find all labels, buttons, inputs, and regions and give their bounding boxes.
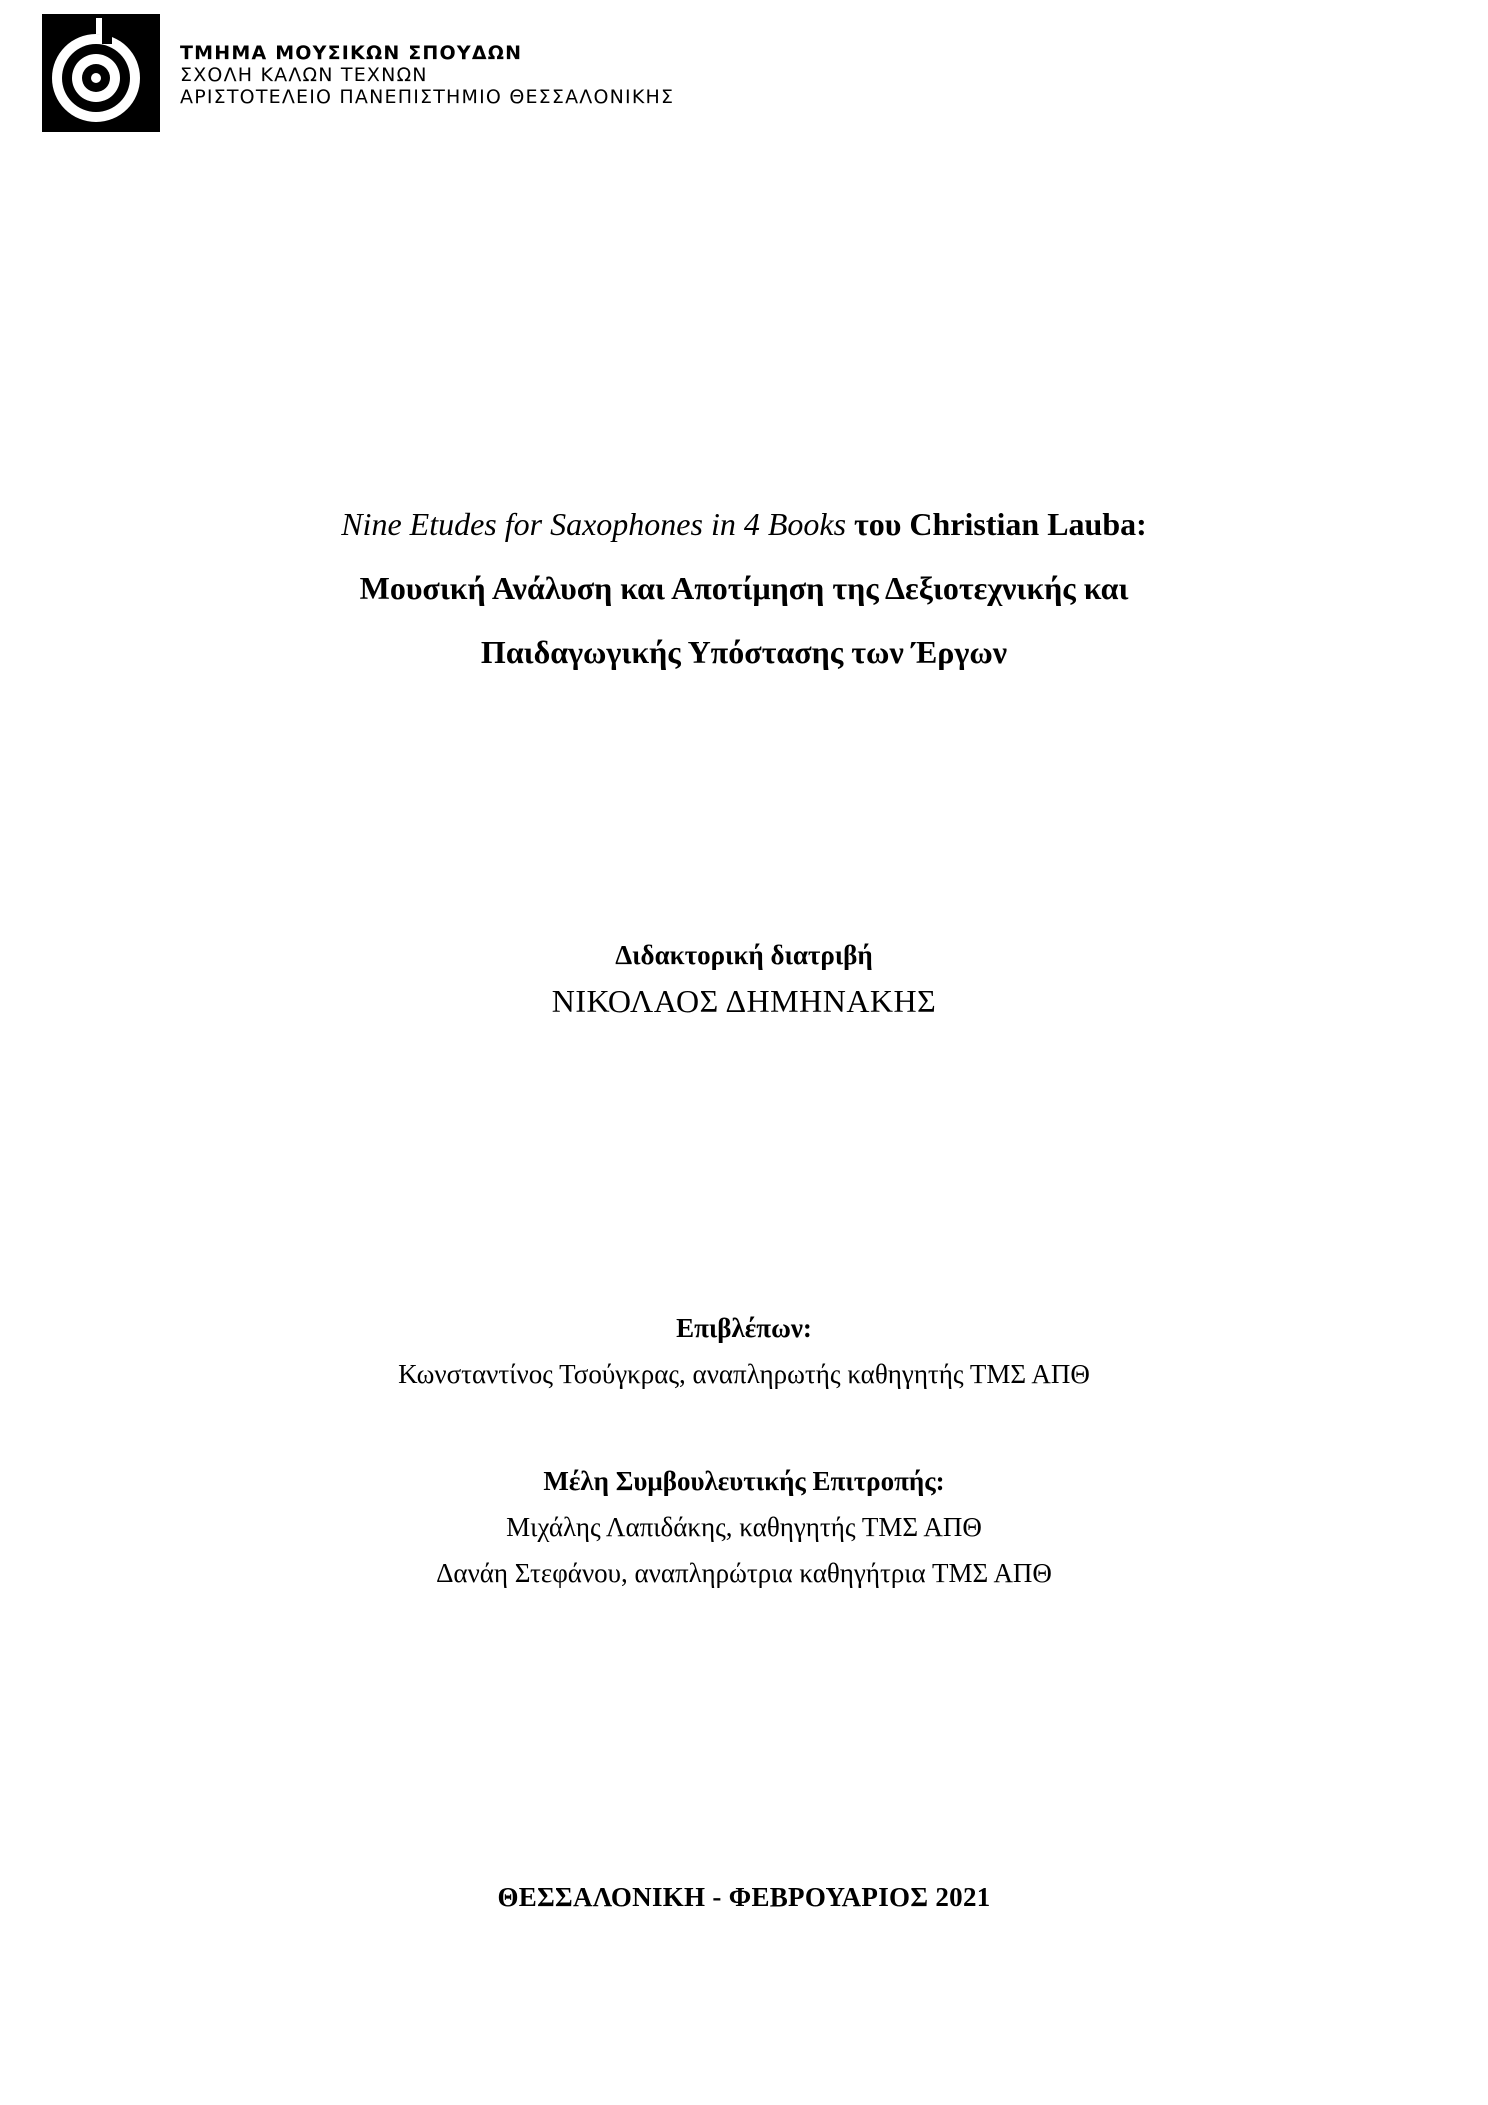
committee-member: Δανάη Στεφάνου, αναπληρώτρια καθηγήτρια ΤΜΣ ΑΠΘ	[436, 1558, 1052, 1588]
dissertation-info	[0, 935, 1488, 1027]
dissertation-kind: Διδακτορική διατριβή	[615, 940, 873, 970]
title-line-2: Μουσική Ανάλυση και Αποτίμηση της Δεξιοτεχνικής και	[359, 570, 1129, 606]
author-name: ΝΙΚΟΛΑΟΣ ΔΗΜΗΝΑΚΗΣ	[551, 983, 937, 1019]
place-date: ΘΕΣΣΑΛΟΝΙΚΗ - ΦΕΒΡΟΥΑΡΙΟΣ 2021	[497, 1882, 991, 1912]
title-line-3: Παιδαγωγικής Υπόστασης των Έργων	[480, 634, 1008, 670]
school-name: ΣΧΟΛΗ ΚΑΛΩΝ ΤΕΧΝΩΝ	[180, 64, 428, 86]
committee-section	[0, 1458, 1488, 1596]
department-logo-icon	[42, 14, 160, 132]
title-line-1-rest: του Christian Lauba:	[846, 506, 1147, 542]
title-line-1	[0, 492, 1488, 556]
institution-header	[42, 14, 674, 132]
thesis-title	[0, 492, 1488, 684]
committee-member: Μιχάλης Λαπιδάκης, καθηγητής ΤΜΣ ΑΠΘ	[506, 1512, 982, 1542]
supervisor-label: Επιβλέπων:	[676, 1313, 812, 1343]
work-title: Nine Etudes for Saxophones in 4 Books	[341, 506, 847, 542]
supervisor-name: Κωνσταντίνος Τσούγκρας, αναπληρωτής καθηγητής ΤΜΣ ΑΠΘ	[398, 1359, 1090, 1389]
supervisor-section	[0, 1305, 1488, 1397]
department-name: ΤΜΗΜΑ ΜΟΥΣΙΚΩΝ ΣΠΟΥΔΩΝ	[180, 42, 523, 64]
committee-label: Μέλη Συμβουλευτικής Επιτροπής:	[543, 1466, 945, 1496]
university-name: ΑΡΙΣΤΟΤΕΛΕΙΟ ΠΑΝΕΠΙΣΤΗΜΙΟ ΘΕΣΣΑΛΟΝΙΚΗΣ	[180, 86, 675, 108]
institution-names	[180, 38, 674, 108]
